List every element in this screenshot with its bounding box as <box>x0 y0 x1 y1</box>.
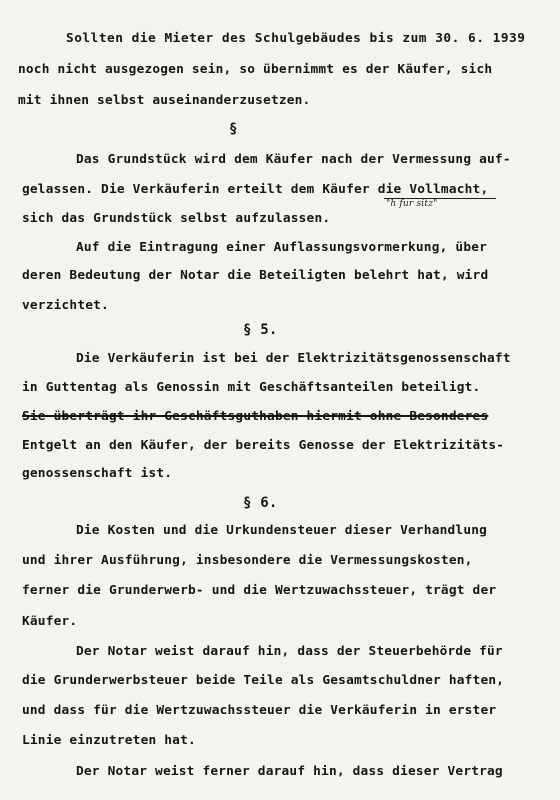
section-mark: § <box>229 121 238 137</box>
text-line: Das Grundstück wird dem Käufer nach der Vermessung auf- <box>76 152 511 167</box>
text-line: und dass für die Wertzuwachssteuer die Verkäuferin in erster <box>22 703 497 718</box>
text-line: Sollten die Mieter des Schulgebäudes bis zum 30. 6. 1939 <box>66 31 526 46</box>
text-line: Der Notar weist ferner darauf hin, dass dieser Vertrag <box>76 764 503 779</box>
text-line: sich das Grundstück selbst aufzulassen. <box>22 211 331 226</box>
text-line: Der Notar weist darauf hin, dass der Steuerbehörde für <box>76 644 503 659</box>
text-line: Auf die Eintragung einer Auflassungsvormerkung, über <box>76 240 488 255</box>
text-line: gelassen. Die Verkäuferin erteilt dem Käufer die Vollmacht, <box>22 182 489 197</box>
text-line: Entgelt an den Käufer, der bereits Genosse der Elektrizitäts- <box>22 438 505 453</box>
text-line: noch nicht ausgezogen sein, so übernimmt es der Käufer, sich <box>18 62 493 77</box>
text-line: ferner die Grunderwerb- und die Wertzuwachssteuer, trägt der <box>22 583 497 598</box>
section-heading: § 5. <box>243 322 278 338</box>
text-line: Die Kosten und die Urkundensteuer dieser Verhandlung <box>76 523 488 538</box>
text-line: Käufer. <box>22 614 78 629</box>
text-line: deren Bedeutung der Notar die Beteiligten belehrt hat, wird <box>22 268 489 283</box>
text-line: die Grunderwerbsteuer beide Teile als Gesamtschuldner haften, <box>22 673 505 688</box>
text-line: genossenschaft ist. <box>22 466 173 481</box>
text-line: Linie einzutreten hat. <box>22 733 196 748</box>
text-line: verzichtet. <box>22 298 109 313</box>
struck-through-line: Sie überträgt ihr Geschäftsguthaben hiermit ohne Besonderes <box>22 409 489 424</box>
text-line: mit ihnen selbst auseinanderzusetzen. <box>18 93 311 108</box>
text-line: Die Verkäuferin ist bei der Elektrizitätsgenossenschaft <box>76 351 511 366</box>
text-line: in Guttentag als Genossin mit Geschäftsanteilen beteiligt. <box>22 380 481 395</box>
section-heading: § 6. <box>243 495 278 511</box>
handwritten-note: "h fur sitz" <box>386 199 438 209</box>
text-line: und ihrer Ausführung, insbesondere die Vermessungskosten, <box>22 553 473 568</box>
